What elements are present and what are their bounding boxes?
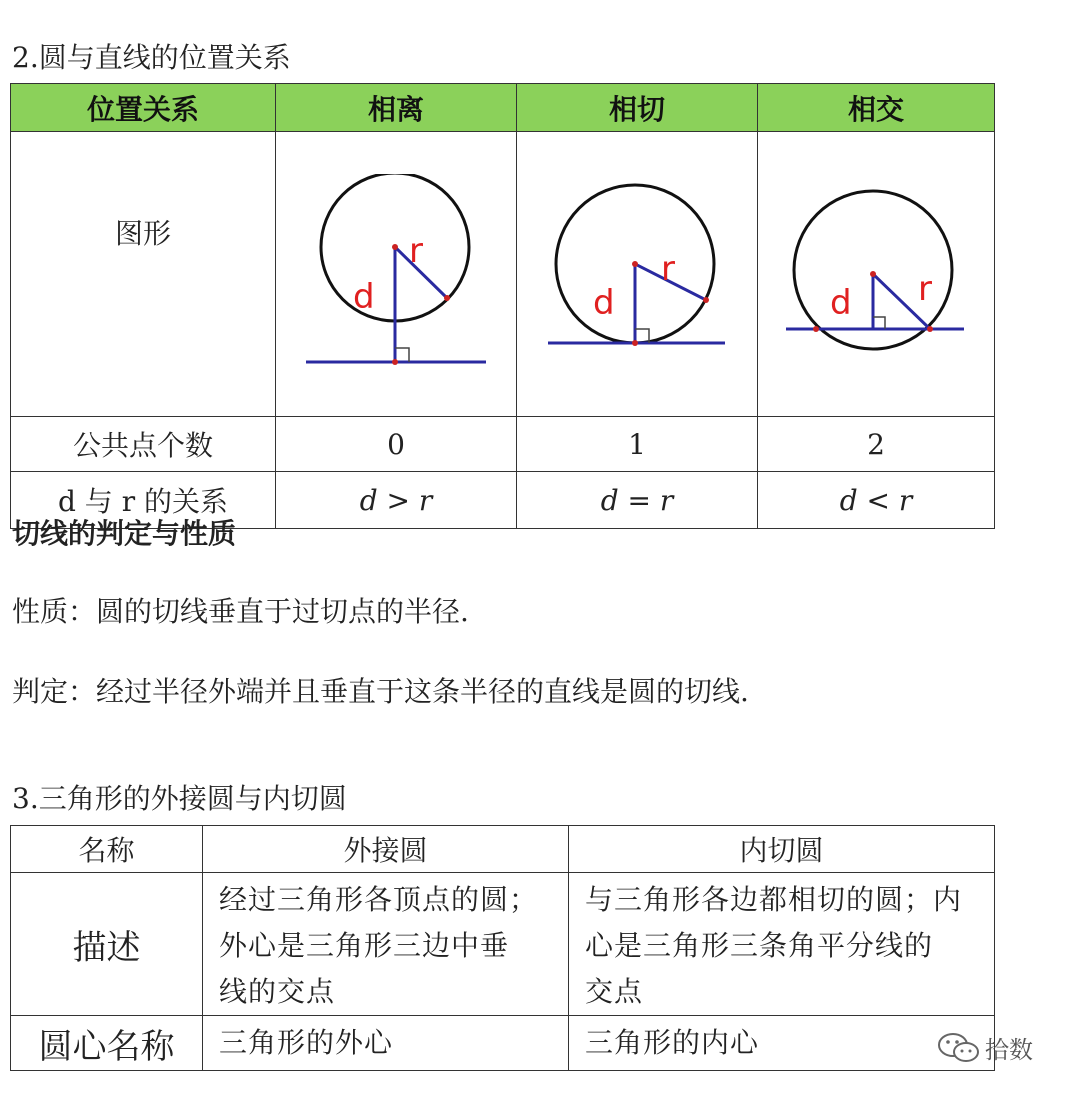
intersect-r-label: r: [918, 269, 932, 309]
triangle-circle-table: [10, 825, 995, 1071]
relation-intersect: d < r: [758, 472, 995, 529]
relation-label: d 与 r 的关系: [11, 472, 276, 529]
header-intersect: 相交: [758, 84, 995, 132]
count-intersect: 2: [758, 417, 995, 472]
circumcircle-description: [203, 873, 569, 1016]
intersect-d-label: d: [830, 283, 852, 323]
table-row-center: [11, 1016, 995, 1071]
relation-separate: d > r: [276, 472, 517, 529]
center-label: 圆心名称: [11, 1016, 203, 1071]
figure-separate-cell: [276, 132, 517, 417]
intersect-right-dot: [927, 326, 933, 332]
incircle-desc-line: 与三角形各边都相切的圆；内: [585, 883, 963, 916]
table-header-row: [11, 84, 995, 132]
intersect-center-dot: [870, 271, 876, 277]
count-tangent: 1: [517, 417, 758, 472]
count-separate: 0: [276, 417, 517, 472]
separate-foot-dot: [392, 359, 398, 365]
intersect-diagram: [758, 174, 994, 374]
separate-d-label: d: [353, 277, 375, 317]
watermark: [937, 1030, 1033, 1065]
watermark-text: 拾数: [985, 1036, 1033, 1064]
header-tangent: 相切: [517, 84, 758, 132]
intersect-left-dot: [813, 326, 819, 332]
circumcenter-name: 三角形的外心: [203, 1016, 569, 1071]
figure-row-label: [11, 132, 276, 417]
circumcircle-desc-line: 线的交点: [219, 975, 336, 1008]
separate-end-dot: [444, 295, 450, 301]
circumcircle-desc-line: 经过三角形各顶点的圆；: [219, 883, 539, 916]
tangent-property: 性质：圆的切线垂直于过切点的半径.: [12, 595, 469, 628]
tangent-d-label: d: [593, 283, 615, 323]
circumcircle-desc-line: 外心是三角形三边中垂: [219, 929, 510, 962]
table-row-count: [11, 417, 995, 472]
incircle-description: [569, 873, 995, 1016]
intersect-right-angle: [873, 317, 885, 329]
figure-intersect-cell: [758, 132, 995, 417]
table-row-figure: [11, 132, 995, 417]
relation-tangent: d = r: [517, 472, 758, 529]
tangent-r-label: r: [661, 249, 675, 289]
header-incircle: 内切圆: [569, 826, 995, 873]
header-separate: 相离: [276, 84, 517, 132]
separate-center-dot: [392, 244, 398, 250]
table-header-row: [11, 826, 995, 873]
header-circumcircle: 外接圆: [203, 826, 569, 873]
incircle-desc-line: 心是三角形三条角平分线的: [585, 929, 934, 962]
header-name: 名称: [11, 826, 203, 873]
header-position: 位置关系: [11, 84, 276, 132]
separate-diagram: [276, 174, 516, 374]
count-label: 公共点个数: [11, 417, 276, 472]
section2-title: 2.圆与直线的位置关系: [12, 41, 291, 74]
description-label: 描述: [11, 873, 203, 1016]
incircle-desc-line: 交点: [585, 975, 644, 1008]
separate-r-label: r: [409, 231, 423, 271]
figure-label: 图形: [114, 217, 171, 250]
tangent-point-dot: [632, 340, 638, 346]
tangent-heading: 切线的判定与性质: [12, 517, 237, 550]
figure-tangent-cell: [517, 132, 758, 417]
table-row-description: [11, 873, 995, 1016]
tangent-center-dot: [632, 261, 638, 267]
section3-title: 3.三角形的外接圆与内切圆: [12, 782, 347, 815]
tangent-criterion: 判定：经过半径外端并且垂直于这条半径的直线是圆的切线.: [12, 675, 749, 708]
wechat-icon: [937, 1031, 981, 1065]
incenter-name: 三角形的内心: [569, 1016, 995, 1071]
tangent-end-dot: [703, 297, 709, 303]
tangent-diagram: [517, 174, 757, 374]
circle-line-table: [10, 83, 995, 529]
